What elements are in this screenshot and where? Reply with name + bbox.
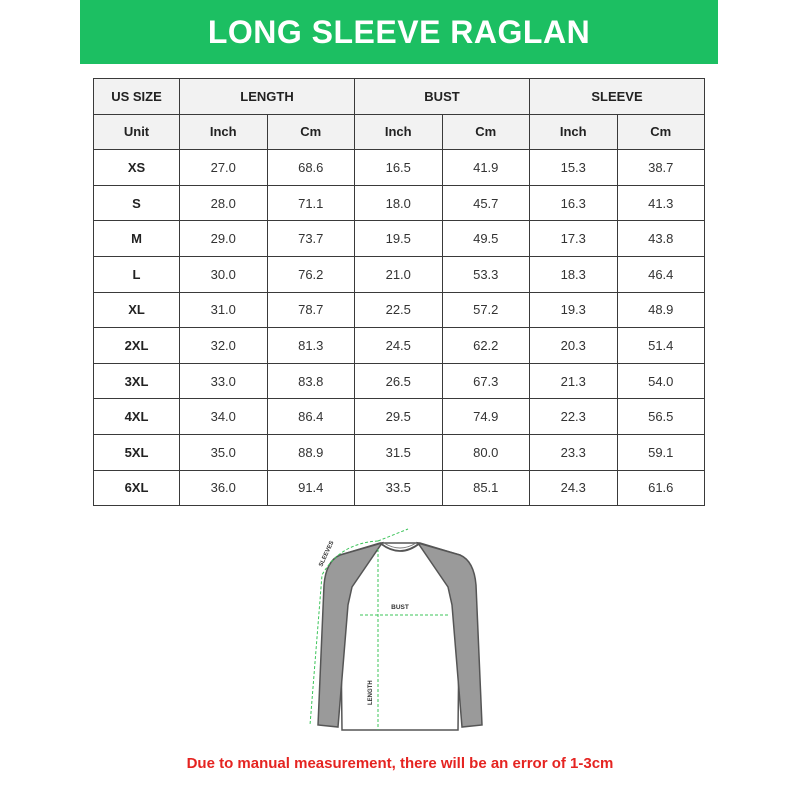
measurement-cell: 27.0 [180, 150, 268, 186]
measurement-cell: 51.4 [617, 328, 705, 364]
measurement-cell: 34.0 [180, 399, 268, 435]
sleeve-top-measure [378, 529, 408, 541]
measurement-cell: 59.1 [617, 434, 705, 470]
sleeve-inch-header: Inch [530, 114, 618, 150]
length-label: LENGTH [368, 680, 374, 705]
measurement-cell: 85.1 [442, 470, 530, 506]
raglan-shirt-diagram [300, 525, 500, 740]
size-cell: XL [94, 292, 180, 328]
measurement-cell: 41.9 [442, 150, 530, 186]
size-cell: XS [94, 150, 180, 186]
measurement-cell: 24.3 [530, 470, 618, 506]
measurement-cell: 80.0 [442, 434, 530, 470]
measurement-cell: 41.3 [617, 185, 705, 221]
size-chart-table [93, 78, 705, 506]
measurement-cell: 33.0 [180, 363, 268, 399]
unit-header: Unit [94, 114, 180, 150]
measurement-cell: 45.7 [442, 185, 530, 221]
sleeve-cm-header: Cm [617, 114, 705, 150]
size-cell: 6XL [94, 470, 180, 506]
sleeve-label: SLEEVES [318, 540, 336, 568]
size-cell: 2XL [94, 328, 180, 364]
unit-header-row [94, 114, 705, 150]
measurement-cell: 32.0 [180, 328, 268, 364]
measurement-cell: 20.3 [530, 328, 618, 364]
measurement-cell: 38.7 [617, 150, 705, 186]
measurement-cell: 86.4 [267, 399, 355, 435]
table-row [94, 256, 705, 292]
measurement-cell: 23.3 [530, 434, 618, 470]
measurement-cell: 74.9 [442, 399, 530, 435]
bust-cm-header: Cm [442, 114, 530, 150]
measurement-cell: 28.0 [180, 185, 268, 221]
table-row [94, 328, 705, 364]
measurement-cell: 73.7 [267, 221, 355, 257]
measurement-cell: 81.3 [267, 328, 355, 364]
size-cell: L [94, 256, 180, 292]
table-row [94, 399, 705, 435]
measurement-cell: 18.3 [530, 256, 618, 292]
measurement-disclaimer: Due to manual measurement, there will be an error of 1-3cm [186, 755, 614, 772]
length-cm-header: Cm [267, 114, 355, 150]
measurement-cell: 36.0 [180, 470, 268, 506]
measurement-cell: 48.9 [617, 292, 705, 328]
group-header-row [94, 79, 705, 115]
length-header: LENGTH [180, 79, 355, 115]
measurement-cell: 88.9 [267, 434, 355, 470]
measurement-cell: 21.0 [355, 256, 443, 292]
measurement-cell: 53.3 [442, 256, 530, 292]
measurement-cell: 22.3 [530, 399, 618, 435]
size-cell: 3XL [94, 363, 180, 399]
measurement-cell: 29.0 [180, 221, 268, 257]
measurement-cell: 19.5 [355, 221, 443, 257]
measurement-cell: 61.6 [617, 470, 705, 506]
measurement-cell: 35.0 [180, 434, 268, 470]
measurement-cell: 46.4 [617, 256, 705, 292]
measurement-cell: 18.0 [355, 185, 443, 221]
size-cell: M [94, 221, 180, 257]
table-row [94, 434, 705, 470]
table-row [94, 292, 705, 328]
size-cell: S [94, 185, 180, 221]
length-inch-header: Inch [180, 114, 268, 150]
size-cell: 4XL [94, 399, 180, 435]
size-cell: 5XL [94, 434, 180, 470]
measurement-cell: 57.2 [442, 292, 530, 328]
measurement-cell: 17.3 [530, 221, 618, 257]
measurement-cell: 30.0 [180, 256, 268, 292]
measurement-cell: 54.0 [617, 363, 705, 399]
measurement-cell: 19.3 [530, 292, 618, 328]
table-row [94, 363, 705, 399]
bust-label: BUST [391, 604, 409, 611]
us-size-header: US SIZE [94, 79, 180, 115]
measurement-cell: 29.5 [355, 399, 443, 435]
bust-inch-header: Inch [355, 114, 443, 150]
table-row [94, 150, 705, 186]
measurement-cell: 33.5 [355, 470, 443, 506]
measurement-cell: 62.2 [442, 328, 530, 364]
measurement-cell: 16.5 [355, 150, 443, 186]
table-row [94, 470, 705, 506]
measurement-cell: 71.1 [267, 185, 355, 221]
measurement-cell: 31.5 [355, 434, 443, 470]
measurement-cell: 16.3 [530, 185, 618, 221]
measurement-cell: 49.5 [442, 221, 530, 257]
measurement-cell: 56.5 [617, 399, 705, 435]
measurement-cell: 21.3 [530, 363, 618, 399]
measurement-cell: 78.7 [267, 292, 355, 328]
measurement-cell: 76.2 [267, 256, 355, 292]
measurement-cell: 24.5 [355, 328, 443, 364]
bust-header: BUST [355, 79, 530, 115]
measurement-cell: 15.3 [530, 150, 618, 186]
measurement-cell: 22.5 [355, 292, 443, 328]
measurement-cell: 43.8 [617, 221, 705, 257]
measurement-cell: 67.3 [442, 363, 530, 399]
measurement-cell: 83.8 [267, 363, 355, 399]
page-title: LONG SLEEVE RAGLAN [80, 0, 718, 64]
sleeve-header: SLEEVE [530, 79, 705, 115]
measurement-cell: 26.5 [355, 363, 443, 399]
table-row [94, 185, 705, 221]
measurement-cell: 68.6 [267, 150, 355, 186]
table-row [94, 221, 705, 257]
measurement-cell: 31.0 [180, 292, 268, 328]
measurement-cell: 91.4 [267, 470, 355, 506]
